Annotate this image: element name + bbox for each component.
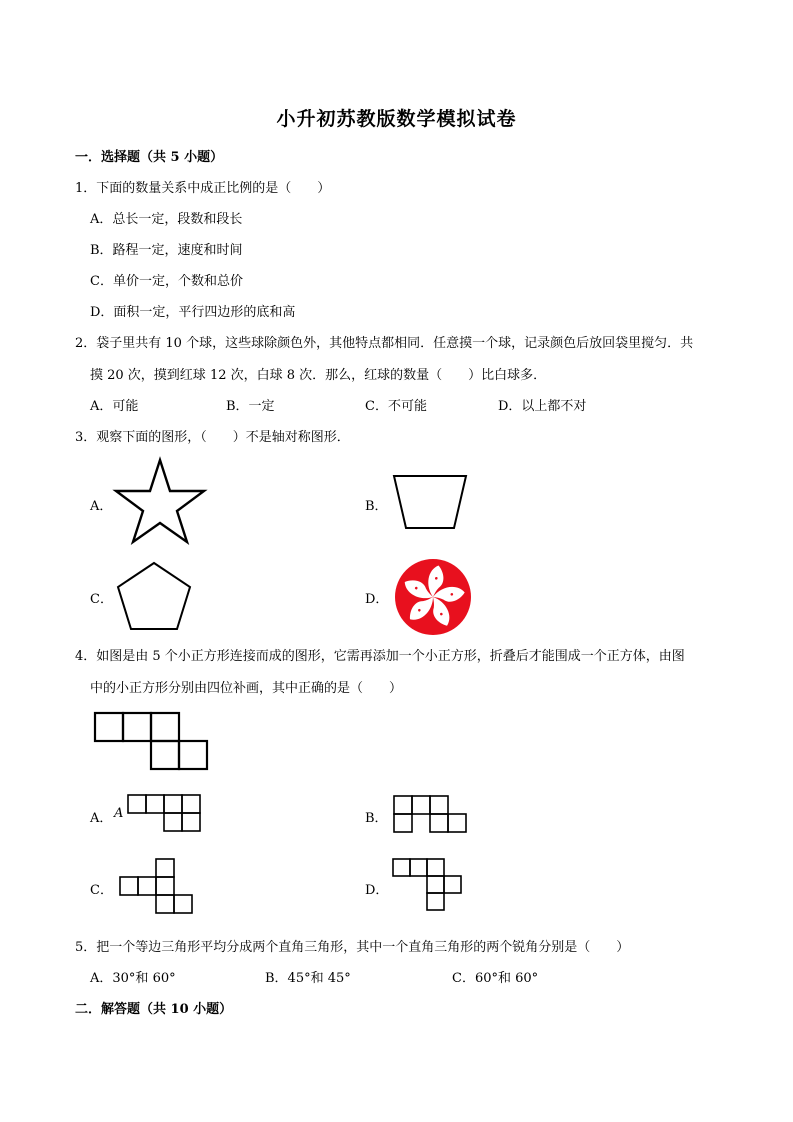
q4-label-d[interactable]: D． — [365, 883, 389, 898]
question-4-line2: 中的小正方形分别由四位补画，其中正确的是（ ） — [90, 681, 403, 696]
question-4-line1: 4．如图是由 5 个小正方形连接而成的图形，它需再添加一个小正方形，折叠后才能围成一个正方体，由图 — [75, 649, 685, 664]
q5-option-c[interactable]: C．60°和 60° — [452, 971, 539, 986]
q4-option-b-net — [393, 795, 471, 835]
pentagon-icon — [115, 560, 193, 632]
q3-label-b[interactable]: B． — [365, 499, 388, 514]
q3-label-a[interactable]: A． — [90, 499, 113, 514]
question-2-line2: 摸 20 次，摸到红球 12 次，白球 8 次．那么，红球的数量（ ）比白球多． — [90, 368, 547, 383]
q2-option-d[interactable]: D．以上都不对 — [498, 399, 587, 414]
question-5-stem: 5．把一个等边三角形平均分成两个直角三角形，其中一个直角三角形的两个锐角分别是（ ） — [75, 940, 630, 955]
q1-option-c[interactable]: C．单价一定，个数和总价 — [90, 274, 243, 289]
q4-option-c-net — [117, 858, 195, 916]
q4-a-mark: A — [114, 806, 124, 821]
question-3-stem: 3．观察下面的图形，（ ）不是轴对称图形． — [75, 430, 350, 445]
star-icon — [114, 457, 206, 545]
q1-option-b[interactable]: B．路程一定，速度和时间 — [90, 243, 243, 258]
q1-option-a[interactable]: A．总长一定，段数和段长 — [90, 212, 243, 227]
section-heading-answer: 二．解答题（共 10 小题） — [75, 1002, 233, 1017]
cube-net-figure — [93, 711, 209, 771]
q2-option-b[interactable]: B．一定 — [226, 399, 275, 414]
question-1-stem: 1．下面的数量关系中成正比例的是（ ） — [75, 181, 331, 196]
section-heading-choice: 一．选择题（共 5 小题） — [75, 150, 224, 165]
q4-option-a-net — [127, 794, 203, 834]
page-title: 小升初苏教版数学模拟试卷 — [276, 108, 517, 130]
q4-label-a[interactable]: A． — [90, 811, 113, 826]
q3-label-d[interactable]: D． — [365, 592, 389, 607]
q5-option-a[interactable]: A．30°和 60° — [90, 971, 176, 986]
q4-option-d-net — [392, 858, 464, 914]
q2-option-c[interactable]: C．不可能 — [365, 399, 427, 414]
bauhinia-flag-icon — [393, 557, 473, 637]
q1-option-d[interactable]: D．面积一定，平行四边形的底和高 — [90, 305, 296, 320]
question-2-line1: 2．袋子里共有 10 个球，这些球除颜色外，其他特点都相同．任意摸一个球，记录颜色后放回袋里搅匀．共 — [75, 336, 694, 351]
q2-option-a[interactable]: A．可能 — [90, 399, 139, 414]
q3-label-c[interactable]: C． — [90, 592, 113, 607]
q5-option-b[interactable]: B．45°和 45° — [265, 971, 351, 986]
q4-label-c[interactable]: C． — [90, 883, 113, 898]
trapezoid-icon — [392, 474, 468, 530]
q4-label-b[interactable]: B． — [365, 811, 388, 826]
